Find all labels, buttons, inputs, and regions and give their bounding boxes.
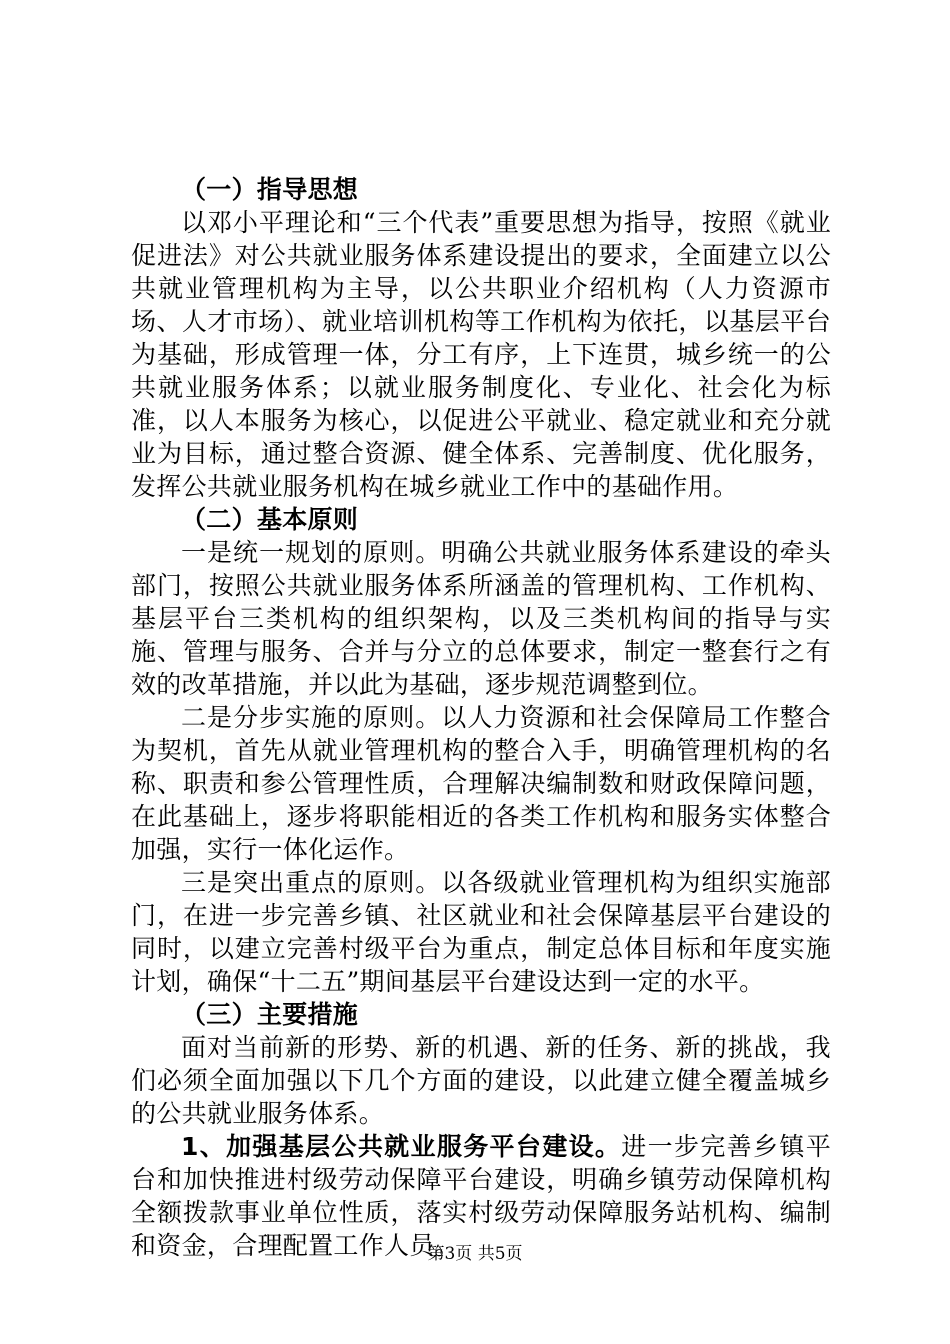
paragraph-main-measures-intro: 面对当前新的形势、新的机遇、新的任务、新的挑战，我们必须全面加强以下几个方面的建设，以此建立健全覆盖城乡的公共就业服务体系。	[131, 1033, 831, 1128]
measure-1-text: 进一步完善乡镇平台和加快推进村级劳动保障平台建设，明确乡镇劳动保障机构全额拨款事业单位性质，落实村级劳动保障服务站机构、编制和资金，合理配置工作人员。	[131, 1132, 832, 1260]
paragraph-guiding-ideology: 以邓小平理论和“三个代表”重要思想为指导，按照《就业促进法》对公共就业服务体系建设提出的要求，全面建立以公共就业管理机构为主导，以公共职业介绍机构（人力资源市场、人才市场）、就业培训机构等工作机构为依托，以基层平台为基础，形成管理一体，分工有序，上下连贯，城乡统一的公共就业服务体系；以就业服务制度化、专业化、社会化为标准，以人本服务为核心，以促进公平就业、稳定就业和充分就业为目标，通过整合资源、健全体系、完善制度、优化服务，发挥公共就业服务机构在城乡就业工作中的基础作用。	[131, 208, 831, 501]
section-heading-guiding-ideology: （一）指导思想	[181, 175, 359, 204]
paragraph-stepwise-implementation: 二是分步实施的原则。以人力资源和社会保障局工作整合为契机，首先从就业管理机构的整合入手，明确管理机构的名称、职责和参公管理性质，合理解决编制数和财政保障问题，在此基础上，逐步将职能相近的各类工作机构和服务实体整合加强，实行一体化运作。	[131, 703, 831, 864]
section-heading-main-measures: （三）主要措施	[181, 1000, 359, 1029]
paragraph-unified-planning: 一是统一规划的原则。明确公共就业服务体系建设的牵头部门，按照公共就业服务体系所涵盖的管理机构、工作机构、基层平台三类机构的组织架构，以及三类机构间的指导与实施、管理与服务、合并与分立的总体要求，制定一整套行之有效的改革措施，并以此为基础，逐步规范调整到位。	[131, 538, 831, 699]
document-body	[131, 173, 831, 1262]
paragraph-key-priorities: 三是突出重点的原则。以各级就业管理机构为组织实施部门，在进一步完善乡镇、社区就业和社会保障基层平台建设的同时，以建立完善村级平台为重点，制定总体目标和年度实施计划，确保“十二五”期间基层平台建设达到一定的水平。	[131, 868, 831, 996]
page-footer: 第3页 共5页	[427, 1244, 523, 1264]
section-heading-basic-principles: （二）基本原则	[181, 505, 359, 534]
measure-1-lead: 1、加强基层公共就业服务平台建设。	[181, 1132, 622, 1161]
